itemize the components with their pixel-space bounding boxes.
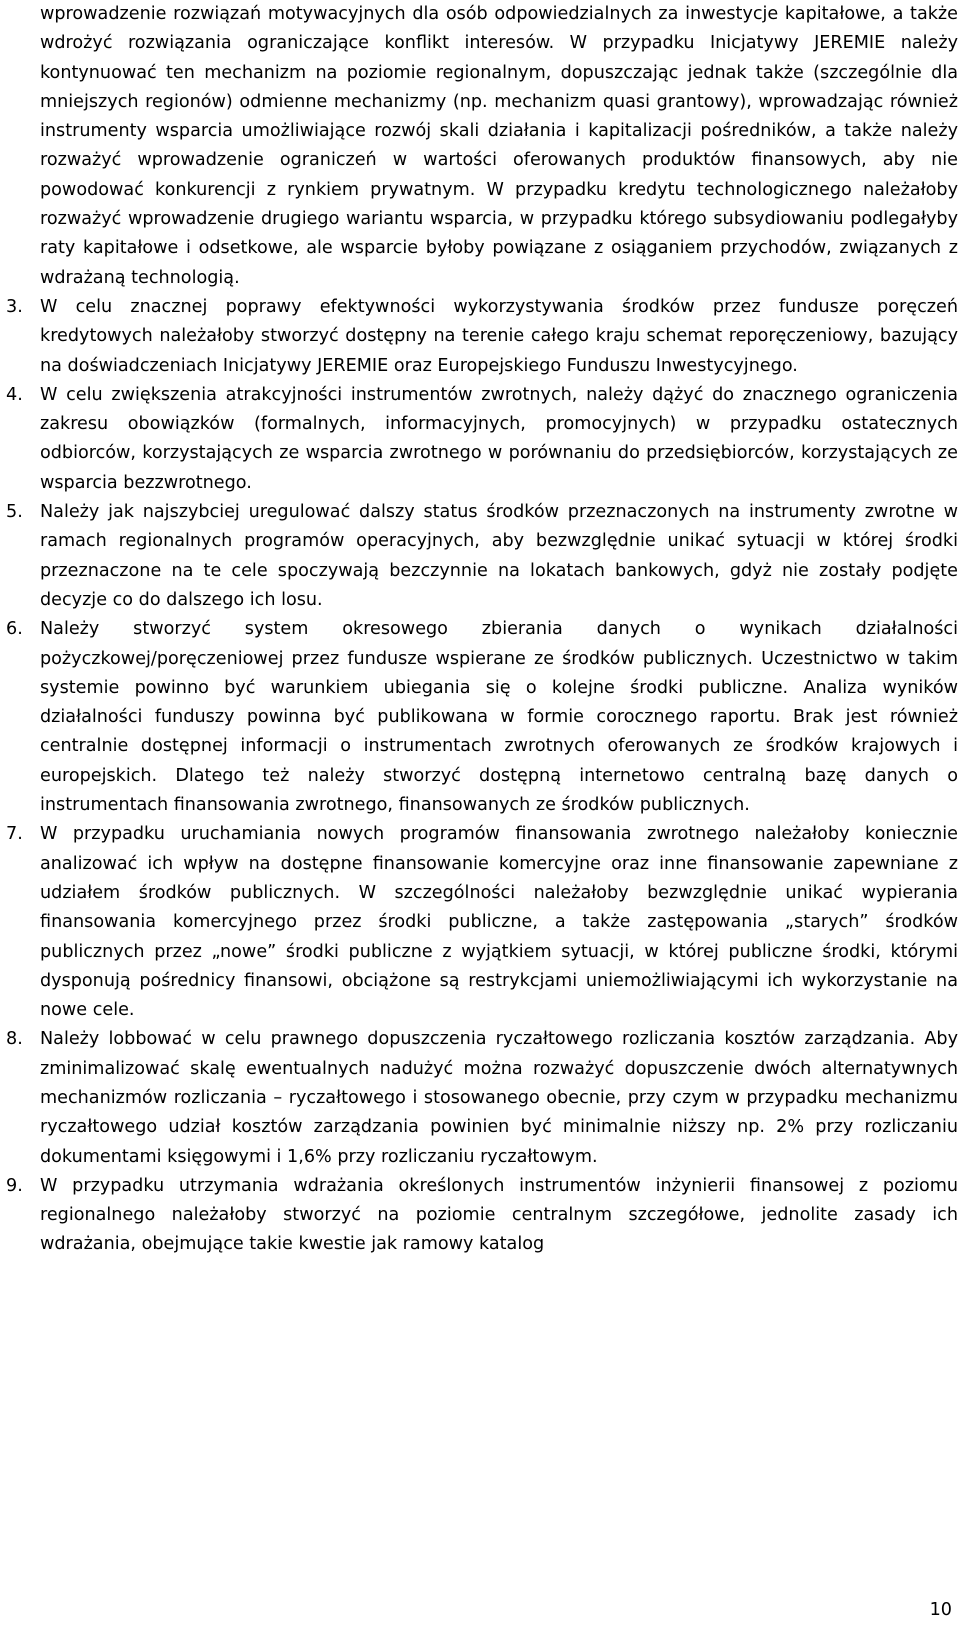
list-item [6,381,958,498]
list-item [6,498,958,615]
intro-paragraph: wprowadzenie rozwiązań motywacyjnych dla osób odpowiedzialnych za inwestycje kapitałowe, a także wdrożyć rozwiązania ograniczające konflikt interesów. W przypadku Inicjatywy JEREMIE należy kontynuować ten mechanizm na poziomie regionalnym, dopuszczając jednak także (szczególnie dla mniejszych regionów) odmienne mechanizmy (np. mechanizm quasi grantowy), wprowadzając również instrumenty wsparcia umożliwiające rozwój skali działania i kapitalizacji pośredników, a także należy rozważyć wprowadzenie ograniczeń w wartości oferowanych produktów finansowych, aby nie powodować konkurencji z rynkiem prywatnym. W przypadku kredytu technologicznego należałoby rozważyć wprowadzenie drugiego wariantu wsparcia, w przypadku którego subsydiowaniu podlegałyby raty kapitałowe i odsetkowe, ale wsparcie byłoby powiązane z osiąganiem przychodów, związanych z wdrażaną technologią. [40,4,958,288]
list-item-number: 5. [6,502,23,523]
list-item-text: W przypadku uruchamiania nowych programów finansowania zwrotnego należałoby koniecznie analizować ich wpływ na dostępne finansowanie komercyjne oraz inne finansowanie zapewniane z udziałem środków publicznych. W szczególności należałoby bezwzględnie unikać wypierania finansowania komercyjnego przez środki publiczne, a także zastępowania „starych” środków publicznych przez „nowe” środki publiczne z wyjątkiem sytuacji, w której publiczne środki, którymi dysponują pośrednicy finansowi, obciążone są restrykcjami uniemożliwiającymi ich wykorzystanie na nowe cele. [40,824,958,1021]
list-item-number: 3. [6,296,23,317]
page-number: 10 [929,1600,952,1620]
list-item-number: 7. [6,824,23,845]
list-item-text: Należy stworzyć system okresowego zbierania danych o wynikach działalności pożyczkowej/poręczeniowej przez fundusze wspierane ze środków publicznych. Uczestnictwo w takim systemie powinno być warunkiem ubiegania się o kolejne środki publiczne. Analiza wyników działalności funduszy powinna być publikowana w formie corocznego raportu. Brak jest również centralnie dostępnej informacji o instrumentach zwrotnych oferowanych ze środków krajowych i europejskich. Dlatego też należy stworzyć dostępną internetowo centralną bazę danych o instrumentach finansowania zwrotnego, finansowanych ze środków publicznych. [40,619,958,816]
list-item-number: 4. [6,384,23,405]
list-item [6,820,958,1025]
list-item-number: 9. [6,1175,23,1196]
list-item-number: 8. [6,1029,23,1050]
list-item [6,1172,958,1260]
document-body [6,0,958,1260]
list-item-text: Należy jak najszybciej uregulować dalszy status środków przeznaczonych na instrumenty zwrotne w ramach regionalnych programów operacyjnych, aby bezwzględnie unikać sytuacji w której środki przeznaczone na te cele spoczywają bezczynnie na lokatach bankowych, gdyż nie zostały podjęte decyzje co do dalszego ich losu. [40,502,958,610]
list-item [6,615,958,820]
list-item-text: W celu zwiększenia atrakcyjności instrumentów zwrotnych, należy dążyć do znacznego ograniczenia zakresu obowiązków (formalnych, informacyjnych, promocyjnych) w przypadku ostatecznych odbiorców, korzystających ze wsparcia zwrotnego w porównaniu do przedsiębiorców, korzystających ze wsparcia bezzwrotnego. [40,384,958,493]
list-item-text: W przypadku utrzymania wdrażania określonych instrumentów inżynierii finansowej z poziomu regionalnego należałoby stworzyć na poziomie centralnym szczegółowe, jednolite zasady ich wdrażania, obejmujące takie kwestie jak ramowy katalog [40,1175,958,1255]
list-item-text: W celu znacznej poprawy efektywności wykorzystywania środków przez fundusze poręczeń kredytowych należałoby stworzyć dostępny na terenie całego kraju schemat reporęczeniowy, bazujący na doświadczeniach Inicjatywy JEREMIE oraz Europejskiego Funduszu Inwestycyjnego. [40,296,958,376]
list-item [6,293,958,381]
list-item-number: 6. [6,619,23,640]
list-item-text: Należy lobbować w celu prawnego dopuszczenia ryczałtowego rozliczania kosztów zarządzania. Aby zminimalizować skalę ewentualnych nadużyć można rozważyć dopuszczenie dwóch alternatywnych mechanizmów rozliczania – ryczałtowego i stosowanego obecnie, przy czym w przypadku mechanizmu ryczałtowego udział kosztów zarządzania powinien być minimalnie niższy np. 2% przy rozliczaniu dokumentami księgowymi i 1,6% przy rozliczaniu ryczałtowym. [40,1029,958,1167]
list-item [6,1025,958,1171]
